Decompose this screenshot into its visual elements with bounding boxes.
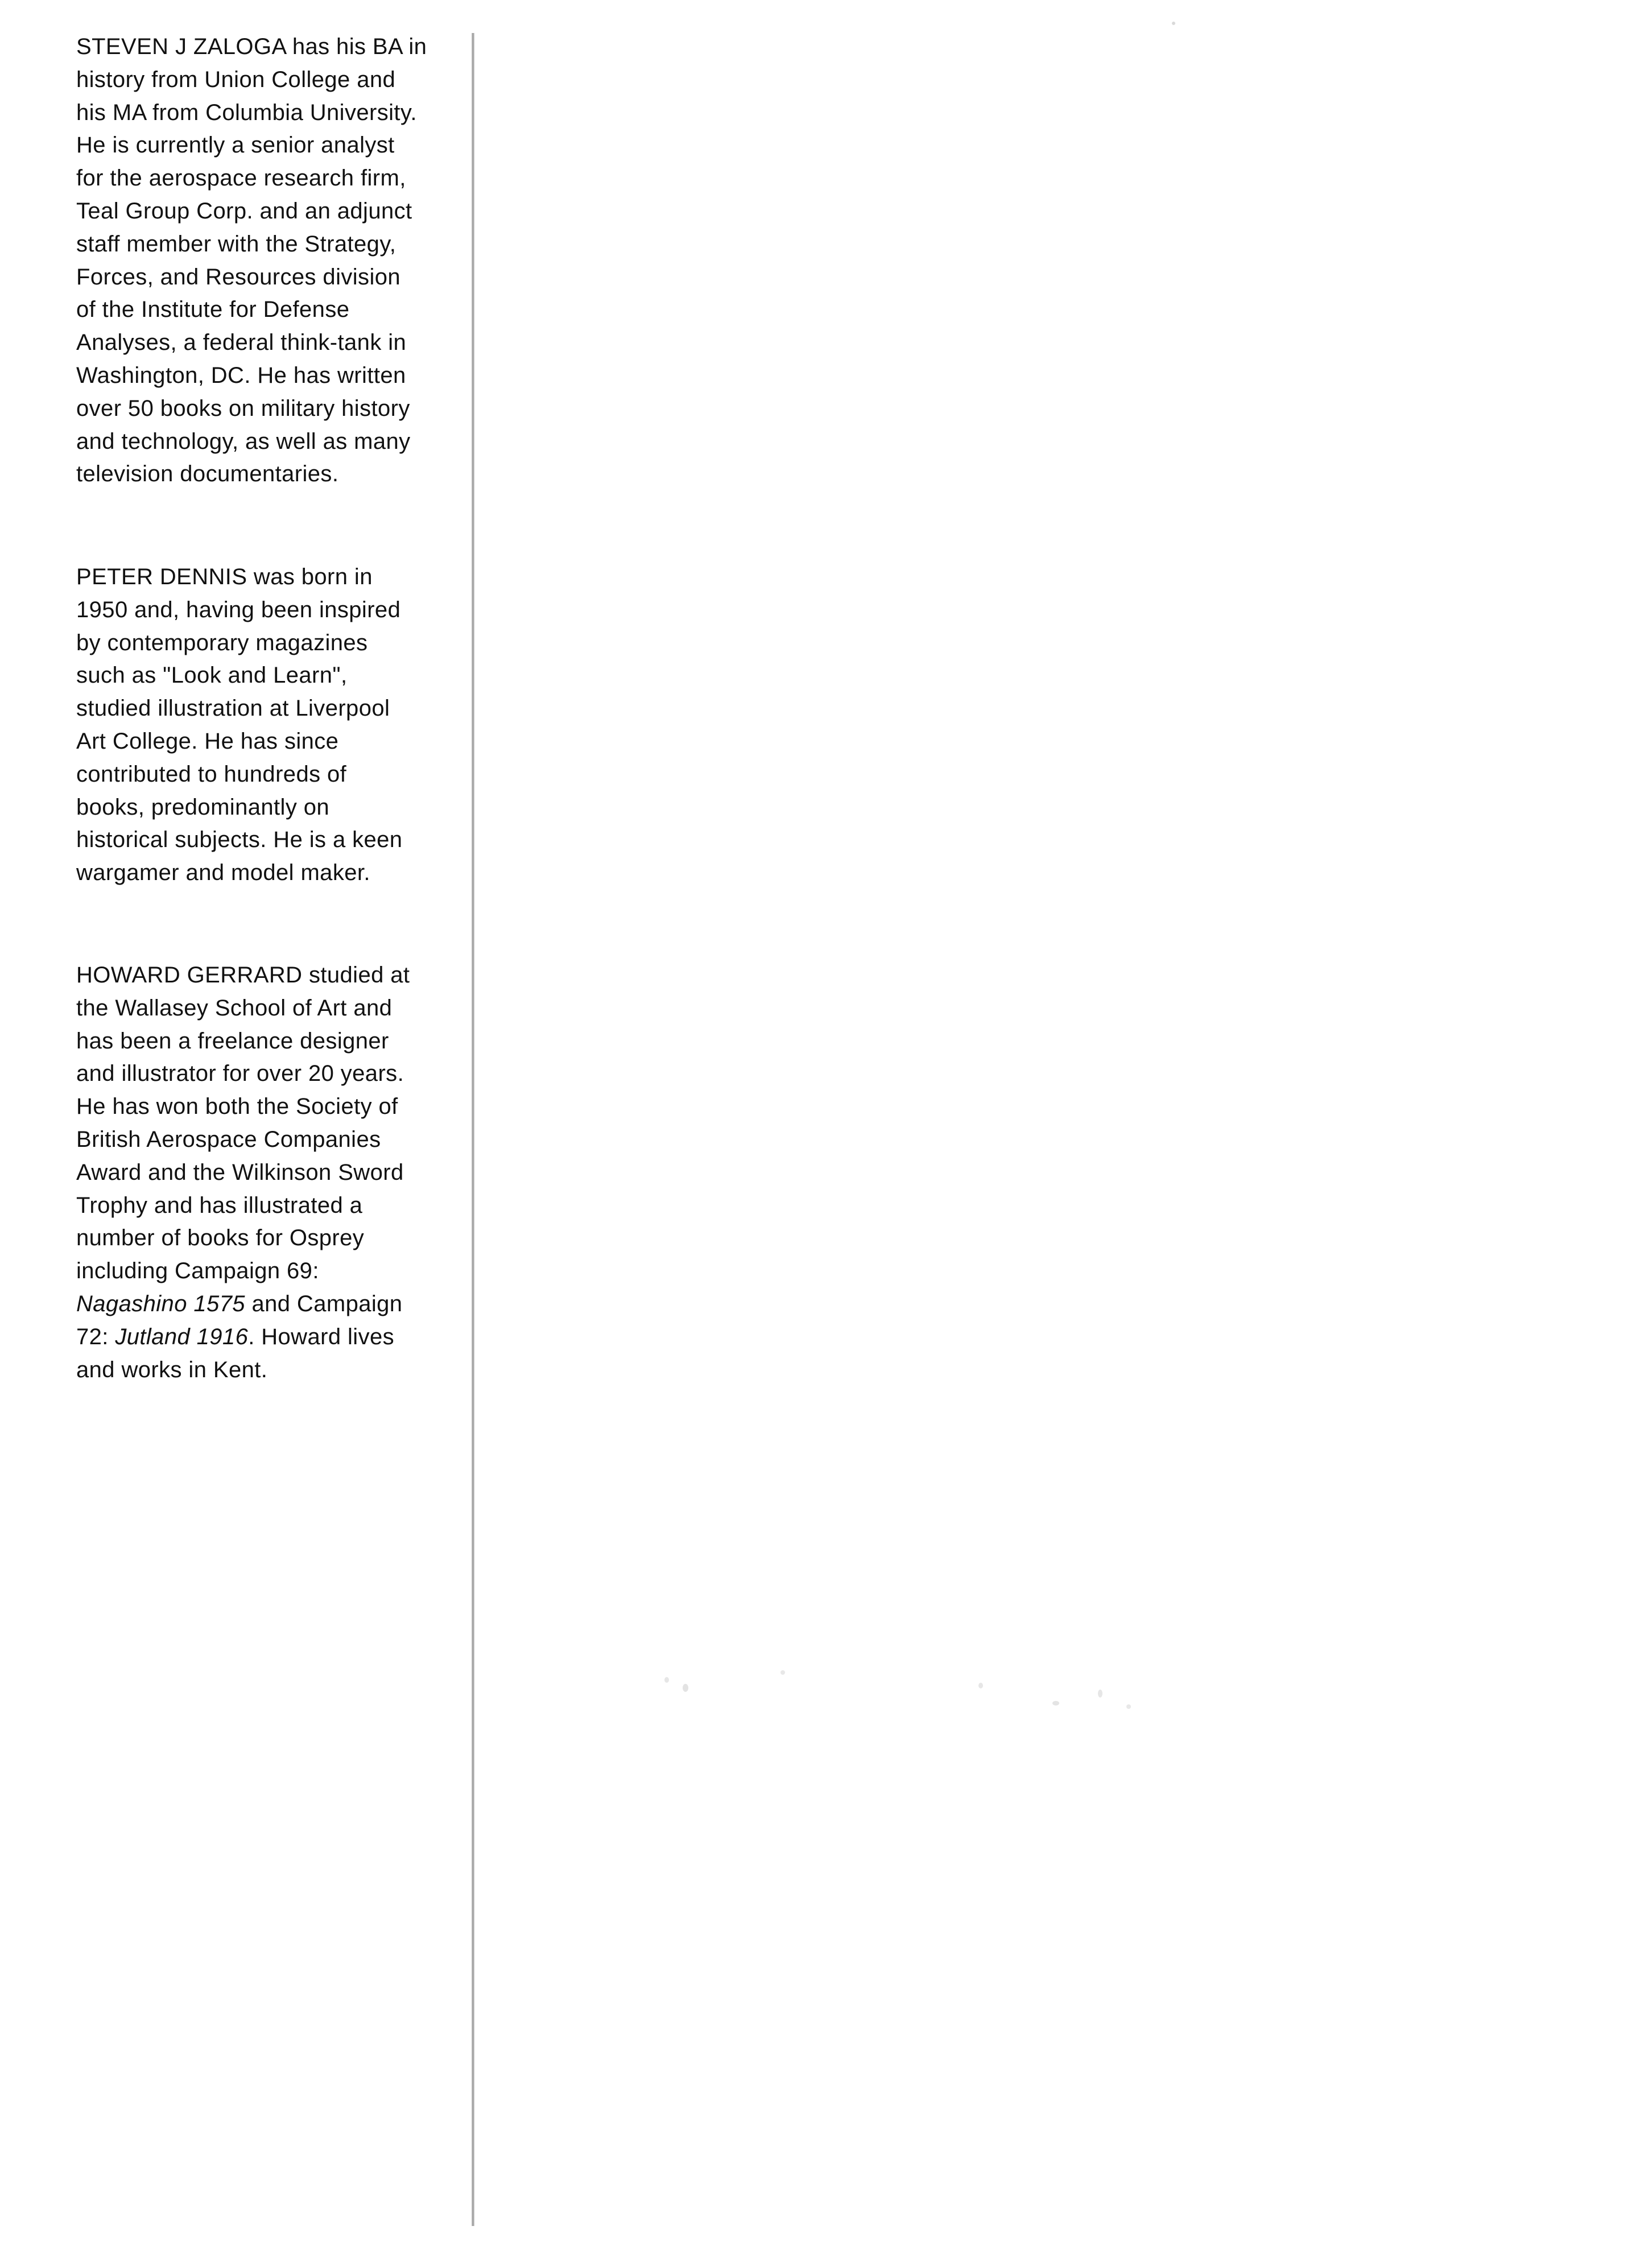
bio-text-segment: . Howard lives and works in Kent. bbox=[76, 1324, 395, 1382]
scan-speck bbox=[978, 1683, 983, 1688]
author-bio-gerrard bbox=[76, 959, 469, 1386]
scan-speck bbox=[1126, 1704, 1131, 1709]
author-bio-zaloga: STEVEN J ZALOGA has his BA in history from Union College and his MA from Columbia University. He is currently a senior analyst for the aerospace research firm, Teal Group Corp. and an adjunct staff member with the Strategy, Forces, and Resources division of the Institute for Defense Analyses, a federal think-tank in Washington, DC. He has written over 50 books on military history and technology, as well as many television documentaries. bbox=[76, 34, 427, 487]
book-title-italic: Nagashino 1575 bbox=[76, 1291, 245, 1316]
author-bio-dennis: PETER DENNIS was born in 1950 and, having been inspired by contemporary magazines such as "Look and Learn", studied illustration at Liverpool Art College. He has since contributed to hundreds of books, predominantly on historical subjects. He is a keen wargamer and model maker. bbox=[76, 564, 403, 886]
column-divider bbox=[472, 33, 474, 2226]
scan-speck bbox=[1098, 1690, 1102, 1698]
bio-text-segment: HOWARD GERRARD studied at the Wallasey School of Art and has been a freelance designer and illustrator for over 20 years. He has won both the Society of British Aerospace Companies Award and the Wilkinson Sword Trophy and has illustrated a number of books for Osprey including Campaign 69: bbox=[76, 963, 410, 1284]
bio-text-segment: and Campaign 72: bbox=[76, 1291, 403, 1349]
scan-speck bbox=[683, 1684, 688, 1692]
scan-speck bbox=[1052, 1701, 1059, 1705]
scan-speck bbox=[780, 1670, 785, 1675]
book-title-italic: Jutland 1916 bbox=[115, 1324, 249, 1349]
scan-speck bbox=[1172, 22, 1175, 25]
scan-speck bbox=[664, 1677, 669, 1683]
